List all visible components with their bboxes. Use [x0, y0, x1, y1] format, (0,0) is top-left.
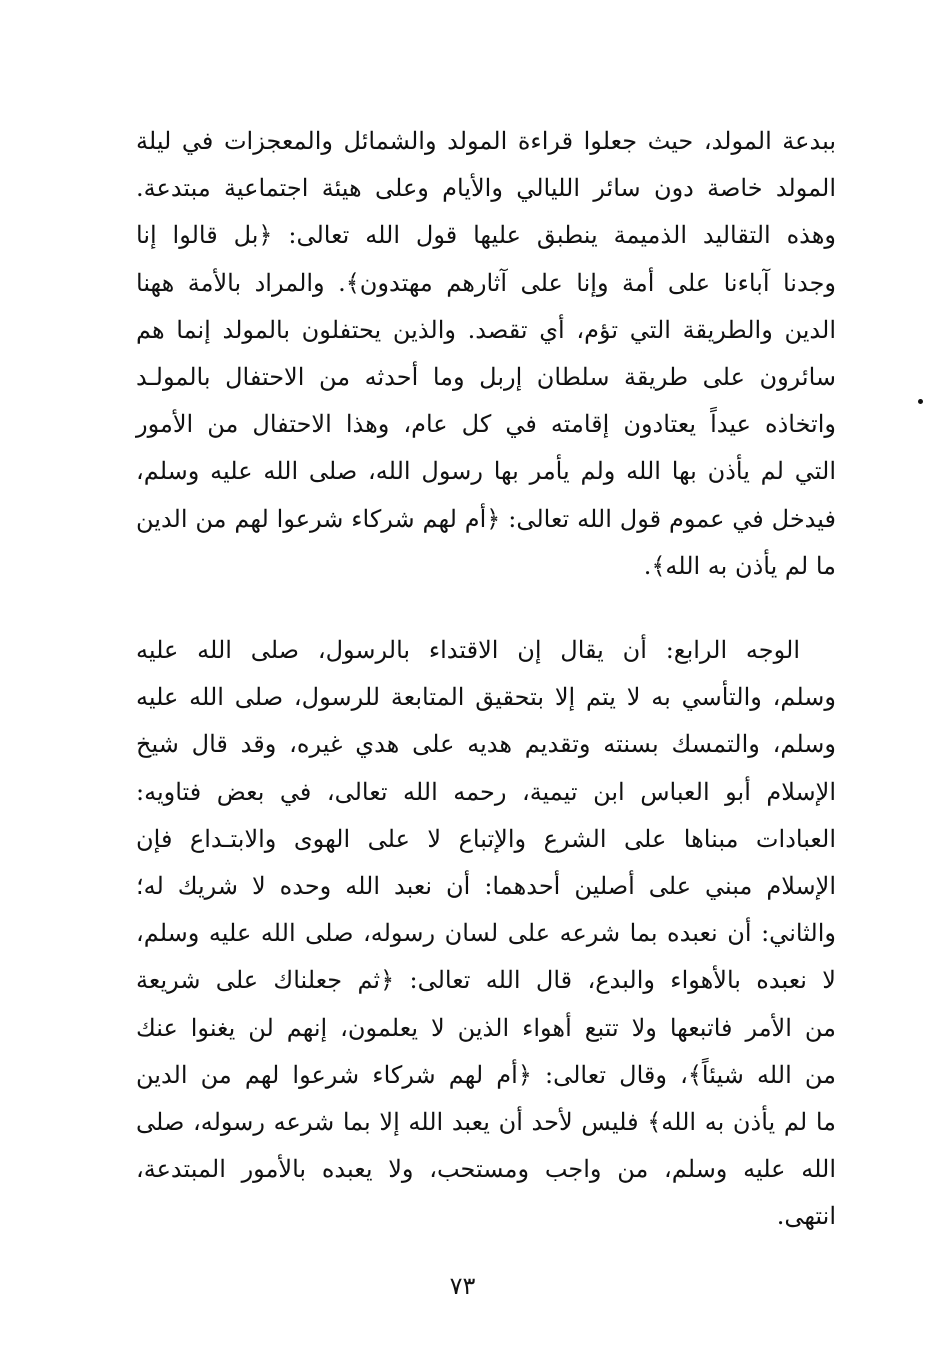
text-line: من الله شيئاً﴾، وقال تعالى: ﴿أم لهم شركاء شرعوا لهم من الدين: [136, 1060, 836, 1089]
text-line: العبادات مبناها على الشرع والإتباع لا على الهوى والابتـداع فإن: [136, 824, 836, 853]
text-line: وجدنا آباءنا على أمة وإنا على آثارهم مهتدون﴾. والمراد بالأمة ههنا: [136, 268, 836, 297]
text-line: سائرون على طريقة سلطان إربل وما أحدثه من الاحتفال بالمولـد: [136, 362, 836, 391]
text-line: الإسلام مبني على أصلين أحدهما: أن نعبد الله وحده لا شريك له؛: [136, 871, 836, 900]
text-line: وهذه التقاليد الذميمة ينطبق عليها قول الله تعالى: ﴿بل قالوا إنا: [136, 221, 836, 250]
text-line: فيدخل في عموم قول الله تعالى: ﴿أم لهم شركاء شرعوا لهم من الدين: [136, 504, 836, 533]
text-line: الإسلام أبو العباس ابن تيمية، رحمه الله تعالى، في بعض فتاويه:: [136, 777, 836, 806]
text-line: ما لم يأذن به الله﴾ فليس لأحد أن يعبد الله إلا بما شرعه رسوله، صلى: [136, 1107, 836, 1136]
text-line: المولد خاصة دون سائر الليالي والأيام وعلى هيئة اجتماعية مبتدعة.: [136, 174, 836, 203]
text-line: الوجه الرابع: أن يقال إن الاقتداء بالرسول، صلى الله عليه: [136, 636, 800, 664]
text-line: وسلم، والتمسك بسنته وتقديم هديه على هدي غيره، وقد قال شيخ: [136, 730, 836, 759]
text-line: ببدعة المولد، حيث جعلوا قراءة المولد والشمائل والمعجزات في ليلة: [136, 127, 837, 155]
text-line: ما لم يأذن به الله﴾.: [643, 551, 836, 580]
text-line: من الأمر فاتبعها ولا تتبع أهواء الذين لا يعلمون، إنهم لن يغنوا عنك: [136, 1013, 836, 1042]
text-line: واتخاذه عيداً يعتادون إقامته في كل عام، وهذا الاحتفال من الأمور: [136, 410, 836, 439]
paragraph-2: [136, 627, 836, 1240]
text-line: لا نعبده بالأهواء والبدع، قال الله تعالى: ﴿ثم جعلناك على شريعة: [136, 966, 836, 995]
text-line: والثاني: أن نعبده بما شرعه على لسان رسوله، صلى الله عليه وسلم،: [136, 919, 836, 948]
text-line: وسلم، والتأسي به لا يتم إلا بتحقيق المتابعة للرسول، صلى الله عليه: [136, 683, 836, 712]
page-number: ٧٣: [449, 1272, 476, 1300]
paragraph-1: [136, 118, 836, 590]
text-line: الدين والطريقة التي تؤم، أي تقصد. والذين يحتفلون بالمولد إنما هم: [136, 315, 836, 344]
margin-dot-mark: [918, 399, 923, 404]
text-line: انتهى.: [776, 1202, 836, 1231]
text-line: التي لم يأذن بها الله ولم يأمر بها رسول الله، صلى الله عليه وسلم،: [136, 457, 836, 486]
text-line: الله عليه وسلم، من واجب ومستحب، ولا يعبده بالأمور المبتدعة،: [136, 1155, 836, 1184]
